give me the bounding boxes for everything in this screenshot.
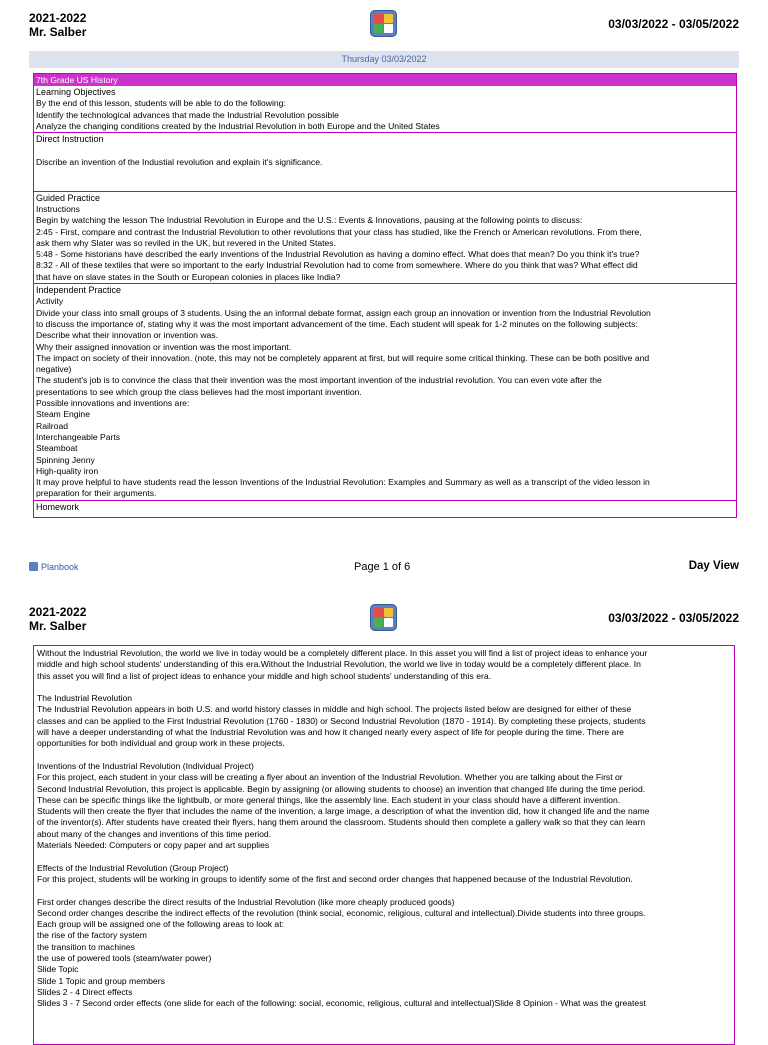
section-line: 2:45 - First, compare and contrast the Industrial Revolution to other revolutions that your class has studied, like the French or American revolutions. From there, [36, 226, 642, 237]
text-line: classes and can be applied to the First Industrial Revolution (1760 - 1830) or Second Industrial Revolution (1870 - 1914). By completing these projects, students [37, 715, 646, 726]
section-line: Describe what their innovation or invention was. [36, 330, 218, 341]
section-line: The impact on society of their innovation. (note, this may not be completely apparent at first, but will require some critical thinking. These can be both positive and [36, 352, 650, 363]
section-line: preparation for their arguments. [36, 488, 157, 499]
text-line: Inventions of the Industrial Revolution (Individual Project) [37, 760, 254, 771]
section-direct-instruction [34, 132, 736, 190]
page-footer [29, 560, 739, 576]
section-line: High-quality iron [36, 465, 99, 476]
text-line: Second Industrial Revolution, this project is applicable. Begin by assigning (or allowing students to choose) an invention that changed life during the time period. [37, 783, 646, 794]
section-learning-objectives [34, 86, 736, 132]
teacher-name-2: Mr. Salber [29, 619, 87, 633]
header-year-teacher-2 [29, 605, 86, 633]
section-line: Steamboat [36, 443, 78, 454]
page-header [0, 11, 768, 51]
section-line: Divide your class into small groups of 3 students. Using the an informal debate format, assign each group an innovation or invention from the Industrial Revolution [36, 307, 651, 318]
text-line: Slide Topic [37, 964, 79, 975]
date-range: 03/03/2022 - 03/05/2022 [608, 17, 739, 31]
section-line: that have on slave states in the South or European colonies in places like India? [36, 271, 341, 282]
text-line: about many of the changes and inventions of this time period. [37, 828, 272, 839]
section-line: By the end of this lesson, students will be able to do the following: [36, 98, 286, 109]
section-line: It may prove helpful to have students read the lesson Inventions of the Industrial Revolution: Examples and Summary as well as a transcript of the video lesson in [36, 477, 650, 488]
section-line: Begin by watching the lesson The Industrial Revolution in Europe and the U.S.: Events & Innovations, pausing at the following points to discuss: [36, 215, 583, 226]
section-line: to discuss the importance of, stating why it was the most important advancement of the time. Each student will speak for 1-2 minutes on the following subjects: [36, 318, 638, 329]
text-line: Slides 3 - 7 Second order effects (one slide for each of the following: social, economic, religious, cultural and intellectual)Slide 8 Opinion - What was the greatest [37, 998, 646, 1009]
section-line: Steam Engine [36, 409, 90, 420]
section-line: 5:48 - Some historians have described the early inventions of the Industrial Revolution as having a domino effect. What does that mean? Do you think it's true? [36, 249, 640, 260]
text-line: the rise of the factory system [37, 930, 147, 941]
lesson-plan-box [33, 73, 737, 518]
text-line: Effects of the Industrial Revolution (Group Project) [37, 862, 229, 873]
class-title: 7th Grade US History [34, 74, 736, 86]
school-year: 2021-2022 [29, 11, 87, 25]
teacher-name: Mr. Salber [29, 25, 87, 39]
section-line [36, 145, 734, 156]
section-line: negative) [36, 364, 72, 375]
section-label: Direct Instruction [36, 134, 104, 145]
section-line: presentations to see which group the class believes had the most important invention. [36, 386, 362, 397]
text-line: middle and high school students' understanding of this era.Without the Industrial Revolution, the world we live in today would be a completely different place. In [37, 659, 641, 670]
text-line: opportunities for both individual and group work in these projects. [37, 738, 285, 749]
section-label: Independent Practice [36, 285, 122, 296]
view-label: Day View [688, 560, 739, 572]
text-line: Second order changes describe the indirect effects of the revolution (think social, economic, religious, cultural and intellectual).Divide students into three groups. [37, 907, 646, 918]
text-line: Students will then create the flyer that includes the name of the invention, a large image, a description of what the invention did, how it changed life and the name [37, 806, 650, 817]
date-range-2: 03/03/2022 - 03/05/2022 [608, 611, 739, 625]
section-line [36, 179, 734, 190]
text-line: of the inventor(s). After students have created their flyers, hang them around the classroom. Students should then complete a gallery walk so that they can learn [37, 817, 646, 828]
text-line: Materials Needed: Computers or copy paper and art supplies [37, 840, 270, 851]
section-line: Identify the technological advances that made the Industrial Revolution possible [36, 109, 339, 120]
section-line: Possible innovations and inventions are: [36, 398, 190, 409]
text-line: the use of powered tools (steam/water power) [37, 953, 212, 964]
text-line: the transition to machines [37, 941, 135, 952]
section-line [36, 168, 734, 179]
text-line: Slides 2 - 4 Direct effects [37, 986, 133, 997]
text-line: For this project, students will be working in groups to identify some of the first and second order changes that happened because of the Industrial Revolution. [37, 873, 633, 884]
text-line: The Industrial Revolution appears in both U.S. and world history classes in middle and high school. The projects listed below are designed for either of these [37, 704, 632, 715]
section-label: Learning Objectives [36, 87, 116, 97]
section-label: Homework [36, 501, 80, 512]
text-line: Without the Industrial Revolution, the world we live in today would be a completely different place. In this asset you will find a list of project ideas to enhance your [37, 648, 648, 658]
section-line: 8:32 - All of these textiles that were so important to the early Industrial Revolution had to come from somewhere. Where do you think that was? What effect did [36, 260, 638, 271]
section-line: The student's job is to convince the class that their invention was the most important invention of the industrial revolution. You can even vote after the [36, 375, 602, 386]
section-line: Why their assigned innovation or invention was the most important. [36, 341, 292, 352]
text-line [37, 885, 731, 896]
day-label: Thursday 03/03/2022 [29, 51, 739, 68]
text-line: For this project, each student in your class will be creating a flyer about an invention of the Industrial Revolution. Whether you are talking about the First or [37, 772, 623, 783]
section-label: Guided Practice [36, 192, 101, 203]
section-line: Interchangeable Parts [36, 431, 121, 442]
page-header-2 [0, 605, 768, 645]
school-year-2: 2021-2022 [29, 605, 87, 619]
section-independent-practice [34, 283, 736, 500]
section-guided-practice [34, 191, 736, 283]
section-line: ask them why Slater was so reviled in the UK, but revered in the United States. [36, 237, 336, 248]
planbook-logo-icon [370, 10, 397, 37]
text-line: First order changes describe the direct results of the Industrial Revolution (like more cheaply produced goods) [37, 896, 455, 907]
text-line [37, 682, 731, 693]
text-line: will have a deeper understanding of what the Industrial Revolution was and how it changed nearly every aspect of life for people during the time. There are [37, 727, 624, 738]
section-line: Analyze the changing conditions created by the Industrial Revolution in both Europe and the United States [36, 120, 440, 131]
text-line [37, 750, 731, 761]
page-number: Page 1 of 6 [354, 561, 411, 573]
section-line: Railroad [36, 420, 69, 431]
planbook-logo-icon [370, 604, 397, 631]
header-year-teacher [29, 11, 86, 39]
text-line: These can be specific things like the lightbulb, or more general things, like the assembly line. Each student in your class should have a different invention. [37, 794, 621, 805]
section-homework [34, 500, 736, 513]
section-line: Spinning Jenny [36, 454, 95, 465]
section-line: Activity [36, 296, 64, 307]
text-line: Slide 1 Topic and group members [37, 975, 165, 986]
text-line [37, 851, 731, 862]
project-ideas-box [33, 645, 735, 1045]
text-line: Each group will be assigned one of the following areas to look at: [37, 919, 284, 930]
section-line: Discribe an invention of the Industial revolution and explain it's significance. [36, 156, 323, 167]
text-line: this asset you will find a list of project ideas to enhance your middle and high school students' understanding of this era. [37, 670, 492, 681]
planbook-icon [29, 562, 38, 571]
text-line: The Industrial Revolution [37, 693, 133, 704]
section-line: Instructions [36, 203, 80, 214]
planbook-link[interactable]: Planbook [29, 562, 79, 572]
